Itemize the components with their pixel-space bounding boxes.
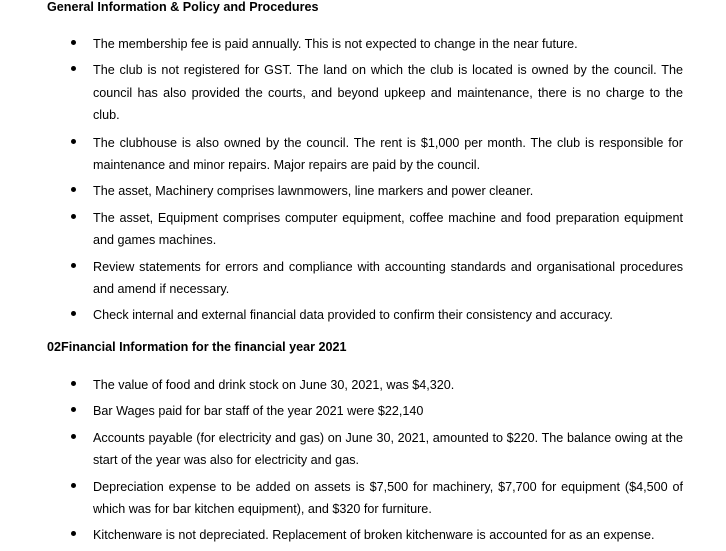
section-heading-financial-info: 02Financial Information for the financial year 2021 [47, 340, 347, 354]
list-item [0, 427, 726, 472]
bullet-text: Bar Wages paid for bar staff of the year 2021 were $22,140 [93, 404, 424, 419]
bullet-text: Kitchenware is not depreciated. Replacement of broken kitchenware is accounted for as an expense. [93, 528, 655, 543]
list-item [0, 374, 726, 396]
bullet-text: The club is not registered for GST. The land on which the club is located is owned by the council. The council has also provided the courts, and beyond upkeep and maintenance, there is no charge to the club. [93, 63, 683, 123]
bullet-text: Accounts payable (for electricity and gas) on June 30, 2021, amounted to $220. The balance owing at the start of the year was also for electricity and gas. [93, 430, 683, 468]
list-item [0, 33, 726, 55]
bullet-text: Check internal and external financial data provided to confirm their consistency and accuracy. [93, 308, 613, 323]
list-item [0, 476, 726, 521]
section-heading-general-info: General Information & Policy and Procedures [47, 0, 319, 14]
bullet-icon [71, 214, 76, 219]
bullet-text: Review statements for errors and compliance with accounting standards and organisational procedures and amend if necessary. [93, 259, 683, 297]
bullet-icon [71, 311, 76, 316]
bullet-text: The asset, Machinery comprises lawnmowers, line markers and power cleaner. [93, 184, 534, 199]
bullet-icon [71, 483, 76, 488]
bullet-icon [71, 263, 76, 268]
bullet-text: Depreciation expense to be added on assets is $7,500 for machinery, $7,700 for equipment ($4,500 of which was for bar kitchen equipment), and $320 for furniture. [93, 479, 683, 517]
list-item [0, 59, 726, 126]
list-item [0, 180, 726, 202]
list-item [0, 256, 726, 301]
bullet-text: The clubhouse is also owned by the council. The rent is $1,000 per month. The club is responsible for maintenance and minor repairs. Major repairs are paid by the council. [93, 135, 683, 173]
bullet-icon [71, 66, 76, 71]
bullet-icon [71, 434, 76, 439]
bullet-icon [71, 40, 76, 45]
bullet-icon [71, 407, 76, 412]
list-item [0, 524, 726, 546]
bullet-icon [71, 187, 76, 192]
bullet-icon [71, 139, 76, 144]
bullet-text: The value of food and drink stock on June 30, 2021, was $4,320. [93, 378, 455, 392]
list-item [0, 207, 726, 252]
list-item [0, 400, 726, 422]
list-item [0, 304, 726, 326]
financial-info-bullet-list [0, 374, 726, 551]
list-item [0, 132, 726, 177]
general-info-bullet-list [0, 33, 726, 331]
bullet-icon [71, 381, 76, 386]
bullet-icon [71, 531, 76, 536]
bullet-text: The membership fee is paid annually. This is not expected to change in the near future. [93, 37, 578, 51]
bullet-text: The asset, Equipment comprises computer equipment, coffee machine and food preparation equipment and games machines. [93, 210, 683, 248]
